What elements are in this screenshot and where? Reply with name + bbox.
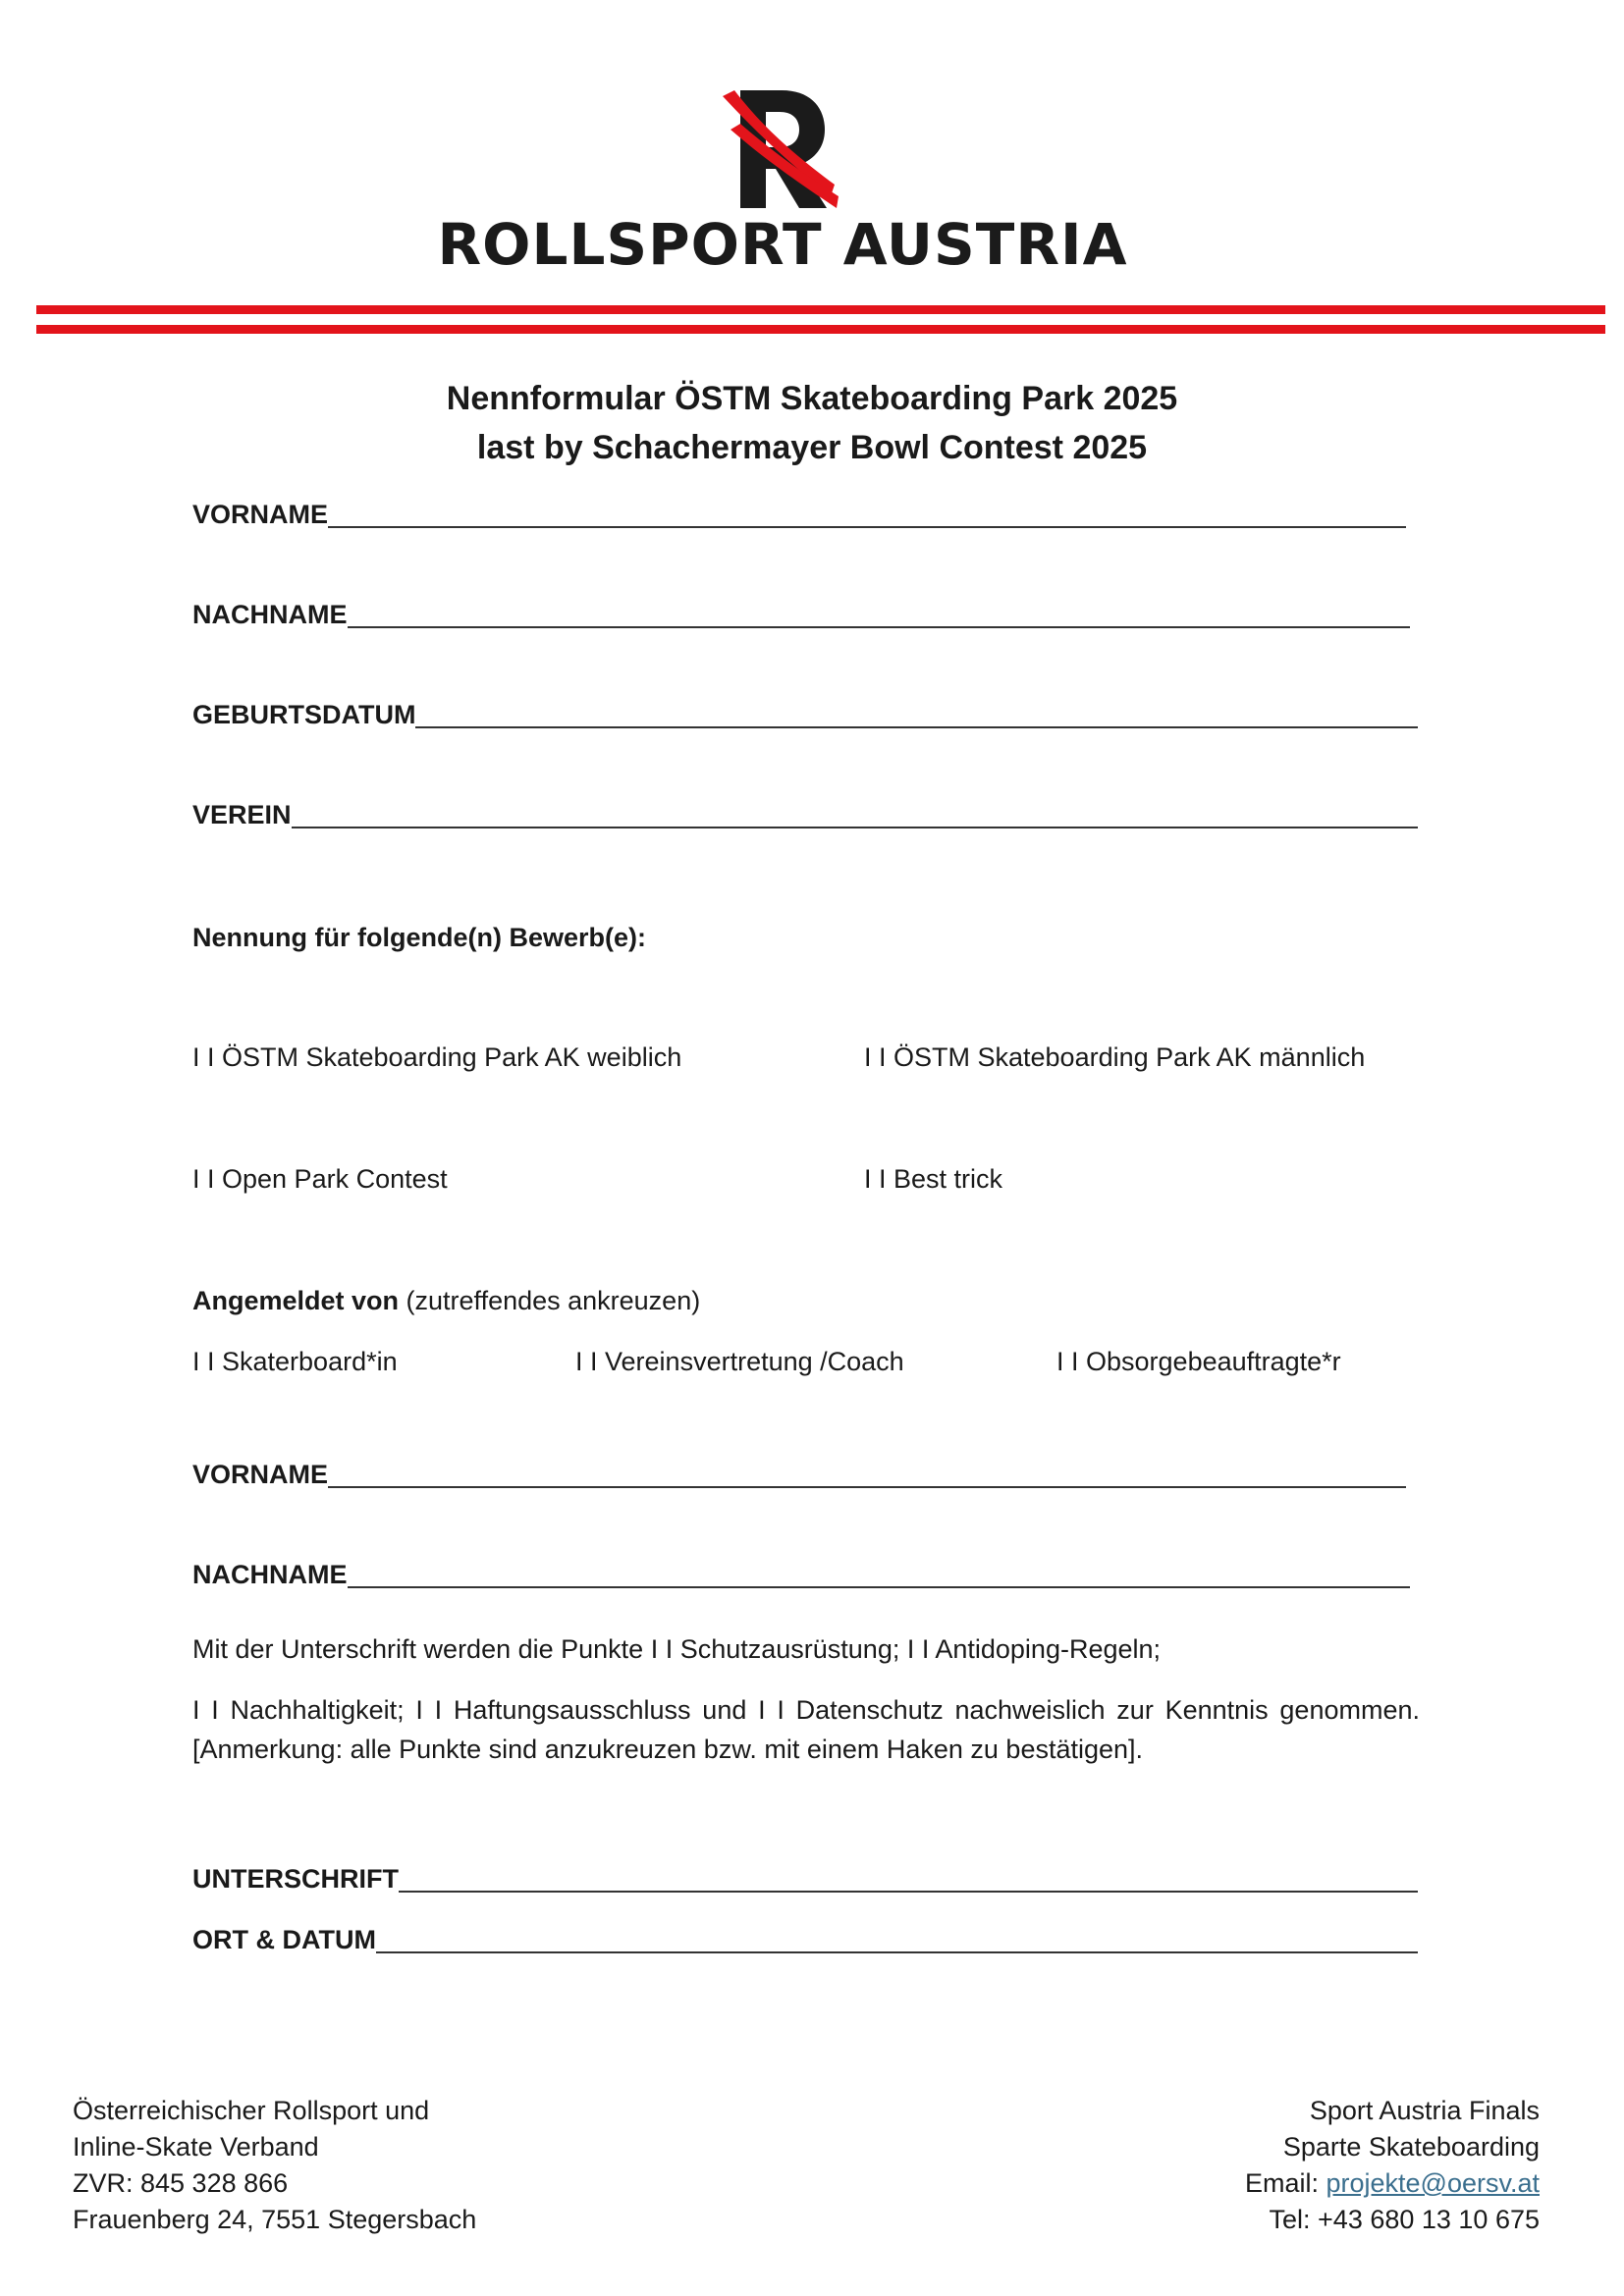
nachname-line[interactable]: [348, 597, 1411, 628]
registered-by-label: Angemeldet von: [192, 1286, 400, 1315]
registrant-nachname-line[interactable]: [348, 1557, 1411, 1588]
footer-event: Sport Austria Finals: [1309, 2096, 1540, 2125]
header-stripe-top: [36, 305, 1605, 314]
unterschrift-label: UNTERSCHRIFT: [192, 1864, 399, 1894]
vorname-field[interactable]: [192, 491, 1406, 530]
option-skaterboard-in[interactable]: I I Skaterboard*in: [192, 1347, 398, 1376]
option-open-park-contest[interactable]: I I Open Park Contest: [192, 1164, 448, 1194]
footer-zvr: ZVR: 845 328 866: [73, 2168, 289, 2198]
verein-line[interactable]: [292, 797, 1418, 828]
consent-line-1: Mit der Unterschrift werden die Punkte I I Schutzausrüstung; I I Antidoping-Regeln;: [192, 1634, 1162, 1664]
ort-datum-field[interactable]: [192, 1916, 1418, 1955]
competitions-heading: Nennung für folgende(n) Bewerb(e):: [192, 923, 646, 952]
verein-label: VEREIN: [192, 800, 292, 829]
form-subtitle: last by Schachermayer Bowl Contest 2025: [476, 429, 1148, 466]
registrant-nachname-label: NACHNAME: [192, 1560, 348, 1589]
footer-division: Sparte Skateboarding: [1282, 2132, 1540, 2162]
verein-field[interactable]: [192, 791, 1418, 830]
nachname-field[interactable]: [192, 591, 1410, 630]
registered-by-hint: (zutreffendes ankreuzen): [399, 1286, 701, 1315]
registrant-vorname-line[interactable]: [328, 1457, 1406, 1488]
rollsport-austria-logo-mark: [721, 86, 839, 210]
registrant-vorname-field[interactable]: [192, 1451, 1406, 1490]
option-obsorgebeauftragte[interactable]: I I Obsorgebeauftragte*r: [1056, 1347, 1341, 1376]
form-title: Nennformular ÖSTM Skateboarding Park 2025: [446, 380, 1178, 417]
option-oestm-maennlich[interactable]: I I ÖSTM Skateboarding Park AK männlich: [864, 1042, 1366, 1072]
option-vereinsvertretung-coach[interactable]: I I Vereinsvertretung /Coach: [575, 1347, 904, 1376]
unterschrift-field[interactable]: [192, 1855, 1418, 1895]
registrant-nachname-field[interactable]: [192, 1551, 1410, 1590]
unterschrift-line[interactable]: [399, 1861, 1418, 1893]
footer-tel: Tel: +43 680 13 10 675: [1269, 2205, 1540, 2234]
geburtsdatum-field[interactable]: [192, 691, 1418, 730]
geburtsdatum-line[interactable]: [415, 697, 1418, 728]
vorname-label: VORNAME: [192, 500, 329, 529]
nachname-label: NACHNAME: [192, 600, 348, 629]
registered-by-heading: [192, 1284, 700, 1317]
registrant-vorname-label: VORNAME: [192, 1460, 329, 1489]
brand-name: ROLLSPORT AUSTRIA: [437, 211, 1128, 278]
footer-address-line: Frauenberg 24, 7551 Stegersbach: [73, 2205, 477, 2234]
header-stripe-bottom: [36, 325, 1605, 334]
footer-email-link[interactable]: projekte@oersv.at: [1326, 2168, 1540, 2198]
option-oestm-weiblich[interactable]: I I ÖSTM Skateboarding Park AK weiblich: [192, 1042, 682, 1072]
option-best-trick[interactable]: I I Best trick: [864, 1164, 1003, 1194]
footer-contact: [852, 2093, 1540, 2238]
ort-datum-line[interactable]: [376, 1922, 1418, 1953]
footer-address: [73, 2093, 760, 2238]
geburtsdatum-label: GEBURTSDATUM: [192, 700, 416, 729]
footer-org-line-1: Österreichischer Rollsport und: [73, 2096, 430, 2125]
footer-email-label: Email:: [1244, 2168, 1326, 2198]
vorname-line[interactable]: [328, 497, 1406, 528]
ort-datum-label: ORT & DATUM: [192, 1925, 376, 1954]
footer-org-line-2: Inline-Skate Verband: [73, 2132, 319, 2162]
consent-line-2: I I Nachhaltigkeit; I I Haftungsausschluss und I I Datenschutz nachweislich zur Kenntnis genommen. [Anmerkung: alle Punkte sind anzukreuzen bzw. mit einem Haken zu bestätigen].: [192, 1695, 1420, 1764]
footer-email-row: [852, 2165, 1540, 2202]
